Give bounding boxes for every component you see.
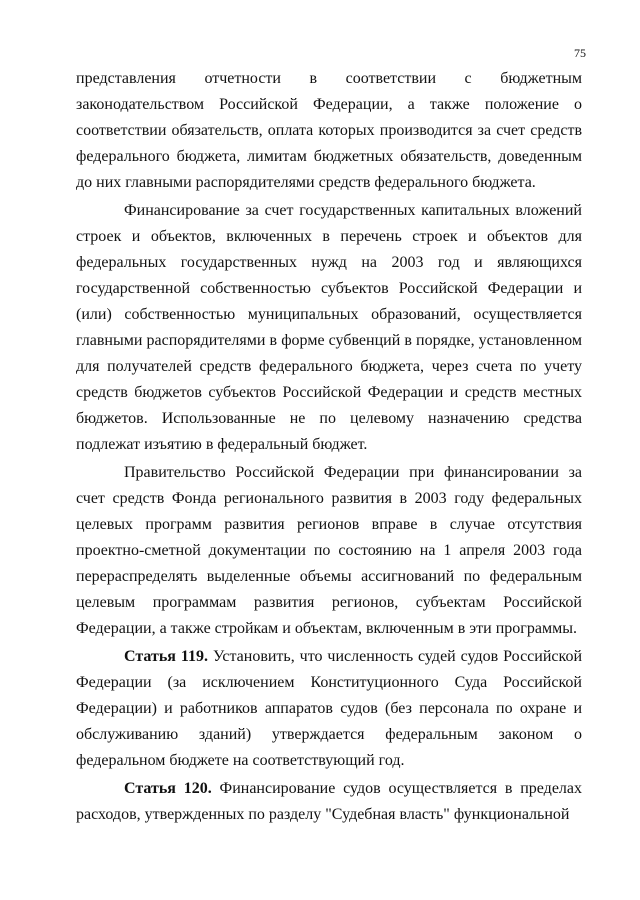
article-119-text: Установить, что численность судей судов Российской Федерации (за исключением Конституционного Суда Российской Федерации) и работников аппаратов судов (без персонала по охране и обслуживанию зданий) утверждается федеральным законом о федеральном бюджете на соответствующий год. [76, 648, 583, 769]
paragraph-regional-development-fund: Правительство Российской Федерации при финансировании за счет средств Фонда регионального развития в 2003 году федеральных целевых программ развития регионов вправе в случае отсутствия проектно-сметной документации по состоянию на 1 апреля 2003 года перераспределять выделенные объемы ассигнований по федеральным целевым программам развития регионов, субъектам Российской Федерации, а также стройкам и объектам, включенным в эти программы. [76, 464, 582, 637]
article-119-paragraph [76, 644, 582, 774]
article-120-paragraph [76, 776, 582, 828]
document-body [76, 66, 582, 828]
article-119-heading: Статья 119. [124, 648, 209, 665]
article-120-heading: Статья 120. [124, 780, 212, 797]
paragraph-continuation: представления отчетности в соответствии с бюджетным законодательством Российской Федерации, а также положение о соответствии обязательств, оплата которых производится за счет средств федерального бюджета, лимитам бюджетных обязательств, доведенным до них главными распорядителями средств федерального бюджета. [76, 70, 582, 191]
article-120-text: Финансирование судов осуществляется в пределах расходов, утвержденных по разделу "Судебная власть" функциональной [76, 780, 583, 823]
paragraph-capital-investment-financing: Финансирование за счет государственных капитальных вложений строек и объектов, включенных в перечень строек и объектов для федеральных государственных нужд на 2003 год и являющихся государственной собственностью субъектов Российской Федерации и (или) собственностью муниципальных образований, осуществляется главными распорядителями в форме субвенций в порядке, установленном для получателей средств федерального бюджета, через счета по учету средств бюджетов субъектов Российской Федерации и средств местных бюджетов. Использованные не по целевому назначению средства подлежат изъятию в федеральный бюджет. [76, 202, 582, 453]
page-number: 75 [574, 46, 586, 60]
